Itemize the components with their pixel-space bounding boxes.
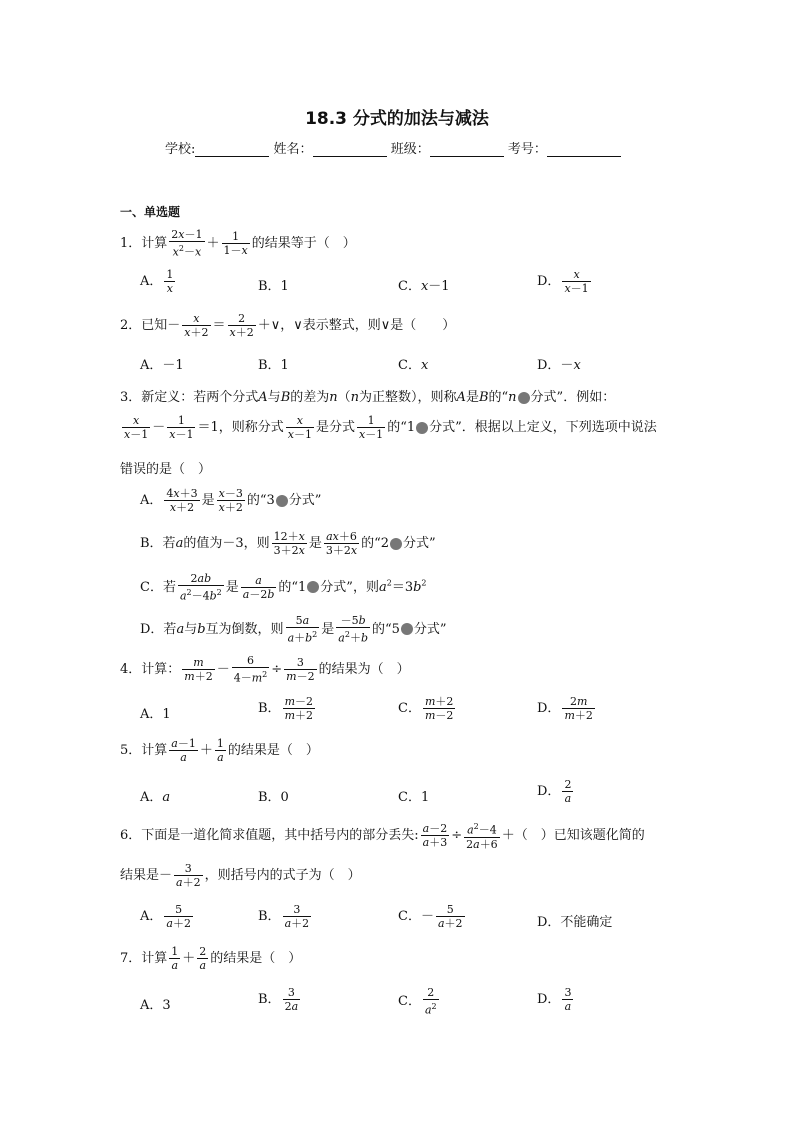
- q2-stem: 2．已知－: [120, 318, 181, 333]
- q4-option-a: A．1: [140, 707, 171, 722]
- question-7: 7．计算 $\frac{1}{a}$ ＋ $\frac{2}{a}$ 的结果是（ ）: [120, 945, 302, 972]
- q6-option-d: D．不能确定: [537, 915, 613, 930]
- q1-option-b: B．1: [258, 279, 289, 294]
- q1-stem: 1．计算: [120, 235, 168, 251]
- number-blank: [547, 143, 621, 157]
- q7-option-b: B． $\frac{3}{2a}$: [258, 986, 299, 1013]
- number-label: 考号：: [507, 142, 547, 157]
- circle-icon: [518, 392, 530, 404]
- q2-option-d: D．－x: [537, 358, 581, 373]
- q3-option-b: B．若a的值为－3，则 $\frac{12+x}{3+2x}$ 是 $\frac{ax+6}{3+2x}$ 的“2 分式”: [140, 530, 436, 557]
- q5-option-c: C．1: [398, 790, 430, 805]
- q5-option-d: D． $\frac{2}{a}$: [537, 778, 572, 805]
- q7-option-a: A．3: [140, 998, 171, 1013]
- q2-option-a: A．－1: [140, 358, 184, 373]
- q1-option-d: D． $\frac{x}{x-1}$: [537, 268, 589, 295]
- q4-option-b: B． $\frac{m-2}{m+2}$: [258, 695, 313, 722]
- question-1: 1．计算 $\frac{2x-1}{x^2-x}$ ＋ $\frac{1}{1-x}$ 的结果等于（ ）: [120, 228, 356, 259]
- section-heading: 一、单选题: [120, 205, 181, 219]
- q1-option-a: A． $\frac{1}{x}$: [140, 268, 174, 295]
- question-6-line-1: 6．下面是一道化简求值题，其中括号内的部分丢失: $\frac{a-2}{a+3}$ ÷ $\frac{a^2-4}{2a+6}$ ＋（ ）已知该题化简的: [120, 821, 645, 851]
- q6-option-b: B． $\frac{3}{a+2}$: [258, 903, 310, 930]
- q2-option-c: C．x: [398, 358, 429, 373]
- question-6-line-2: 结果是－ $\frac{3}{a+2}$ ，则括号内的式子为（ ）: [120, 862, 361, 889]
- school-blank: [195, 143, 269, 157]
- circle-icon: [276, 495, 288, 507]
- q5-option-b: B．0: [258, 790, 289, 805]
- page-title: 18.3 分式的加法与减法: [305, 109, 489, 129]
- student-info-line: [165, 138, 621, 157]
- q2-tail: ，∨表示整式，则∨是（ ）: [280, 318, 456, 333]
- circle-icon: [401, 623, 413, 635]
- q3-option-d: D．若a与b互为倒数，则 $\frac{5a}{a+b^2}$ 是 $\frac{-5b}{a^2+b}$ 的“5 分式”: [140, 614, 447, 645]
- name-label: 姓名：: [273, 142, 313, 157]
- q2-option-b: B．1: [258, 358, 289, 373]
- q6-option-a: A． $\frac{5}{a+2}$: [140, 903, 191, 930]
- question-3-line-3: 错误的是（ ）: [120, 462, 212, 477]
- circle-icon: [390, 538, 402, 550]
- q7-option-c: C． $\frac{2}{a^2}$: [398, 986, 437, 1017]
- q4-option-d: D． $\frac{2m}{m+2}$: [537, 695, 593, 722]
- question-3-line-2: $\frac{x}{x-1}$ － $\frac{1}{x-1}$ ＝1，则称分式 $\frac{x}{x-1}$ 是分式 $\frac{1}{x-1}$ 的“1 分式”．根据以上定义，下列选项中说法: [124, 414, 657, 441]
- question-4: 4．计算： $\frac{m}{m+2}$ － $\frac{6}{4-m^2}$ ÷ $\frac{3}{m-2}$ 的结果为（ ）: [120, 654, 410, 685]
- q1-tail: 的结果等于（ ）: [251, 235, 356, 251]
- question-5: 5．计算 $\frac{a-1}{a}$ ＋ $\frac{1}{a}$ 的结果是（ ）: [120, 737, 319, 764]
- school-label: 学校:: [165, 142, 196, 157]
- circle-icon: [416, 422, 428, 434]
- circle-icon: [307, 581, 319, 593]
- name-blank: [313, 143, 387, 157]
- q3-option-c: C．若 $\frac{2ab}{a^2-4b^2}$ 是 $\frac{a}{a-2b}$ 的“1 分式”，则$a^2=3b^2$: [140, 572, 427, 603]
- q1-frac-b: $\frac{1}{1-x}$: [223, 229, 248, 257]
- q6-option-c: C．－ $\frac{5}{a+2}$: [398, 903, 463, 930]
- q7-option-d: D． $\frac{3}{a}$: [537, 986, 572, 1013]
- class-label: 班级：: [390, 142, 430, 157]
- q5-option-a: A．a: [140, 790, 171, 805]
- q4-option-c: C． $\frac{m+2}{m-2}$: [398, 695, 454, 722]
- q1-frac-a: $\frac{2x-1}{x^2-x}$: [171, 228, 203, 259]
- q1-option-c: C．x－1: [398, 279, 450, 294]
- q3-option-a: A． $\frac{4x+3}{x+2}$ 是 $\frac{x-3}{x+2}$ 的“3 分式”: [140, 487, 322, 514]
- class-blank: [430, 143, 504, 157]
- question-3-line-1: 3．新定义：若两个分式A与B的差为n（n为正整数），则称A是B的“n 分式”．例如：: [120, 390, 616, 405]
- question-2: 2．已知－ $\frac{x}{x+2}$ ＝ $\frac{2}{x+2}$ ＋∨，∨表示整式，则∨是（ ）: [120, 312, 456, 339]
